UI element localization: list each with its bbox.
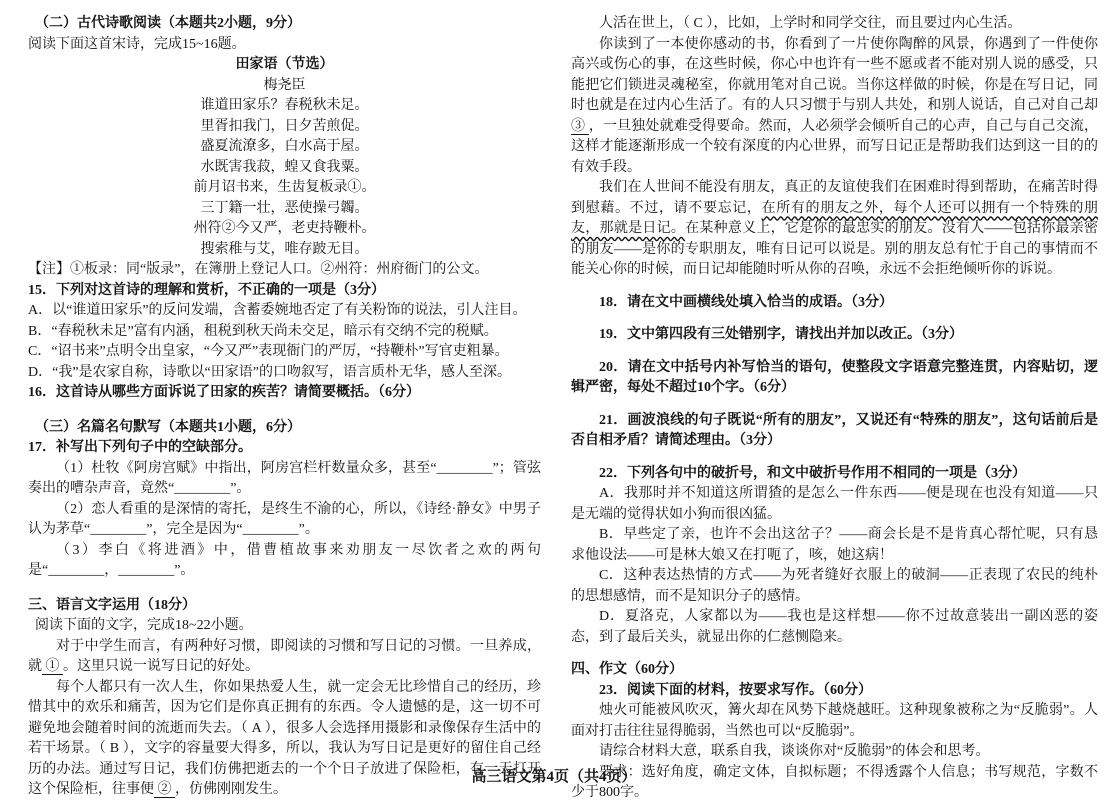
text-segment: 。这里只说一说写日记的好处。 xyxy=(63,659,259,674)
poem-note: 【注】①板录：同“版录”，在簿册上登记人口。②州符：州府衙门的公文。 xyxy=(28,262,489,277)
q15-option-c: C．“诏书来”点明令出皇家，“今又严”表现衙门的严厉，“持鞭朴”写官吏粗暴。 xyxy=(28,344,509,359)
q22-option-c: C．这种表达热情的方式——为死者缝好衣服上的破洞——正表现了农民的纯朴的思想感情，而不是知识分子的感情。 xyxy=(571,568,1098,604)
q15-option-a: A．以“谁道田家乐”的反问发端，含蓄委婉地否定了有关粉饰的说法，引人注目。 xyxy=(28,303,527,318)
inline-blank: ① xyxy=(42,659,63,674)
section-4-heading: 四、作文（60分） xyxy=(571,662,684,677)
poem-author: 梅尧臣 xyxy=(263,77,306,93)
text-segment: 每个人都只有一次人生，你如果热爱人生，就一定会无比珍惜自己的经历，珍惜其中的欢乐和痛苦，因为它们是你真正拥有的东西。令人遗憾的是，这一切不可避免地会随着时间的流逝而失去。（ A ），很多人会选择用摄影和录像保存生活中的若干场景。（ B ），文字的容量要大得多，所以，我认为写日记是更好的留住自己经历的办法。通过写日记，我们仿佛把逝去的一个个日子放进了保险柜，有一天打开这个保险柜，往事便 xyxy=(28,679,542,797)
inline-blank: ③ xyxy=(571,118,589,134)
text-segment: 对于中学生而言，有两种好习惯，即阅读的习惯和写日记的习惯。一旦养成，就 xyxy=(28,638,542,674)
q22-option-d: D．夏洛克，人家都以为——我也是这样想——你不过故意装出一副凶恶的姿态，到了最后关头，就显出你的仁慈恻隐来。 xyxy=(571,609,1098,645)
q19-stem: 19．文中第四段有三处错别字，请找出并加以改正。（3分） xyxy=(599,327,964,342)
q23-stem: 23．阅读下面的材料，按要求写作。（60分） xyxy=(599,682,873,698)
inline-blank: ② xyxy=(154,782,175,797)
poem-line: 搜索稚与艾，唯存跛无目。 xyxy=(200,241,369,257)
poem-line: 州符②今又严，老吏持鞭朴。 xyxy=(193,221,376,236)
passage-paragraph-4 xyxy=(571,35,1098,179)
left-column xyxy=(28,14,541,800)
right-column xyxy=(571,14,1098,800)
q20-stem: 20．请在文中括号内补写恰当的语句，使整段文字语意完整连贯，内容贴切，逻辑严密，每处不超过10个字。（6分） xyxy=(571,359,1098,395)
text-segment: 我们在人世间不能没有朋友，真正的友谊使我们在困难时得到帮助，在痛苦时得到慰藉。不过，请不要忘记， xyxy=(571,180,1098,216)
q18-stem: 18．请在文中画横线处填入恰当的成语。（3分） xyxy=(599,294,894,310)
q15-option-b: B．“春税秋未足”富有内涵，租税到秋天尚未交足，暗示有交纳不完的税赋。 xyxy=(28,323,498,339)
text-segment: 在某种意义上，它是你的最忠实的朋友。没有人——包括你最亲密的朋友——是你的专职朋友，唯有日记可以说是。别的朋友总有忙于自己的事情而不能关心你的时候，而日记却能随时听从你的召唤，永远不会拒绝倾听你的诉说。 xyxy=(571,221,1098,277)
poem-line: 里胥扣我门，日夕苦煎促。 xyxy=(200,118,369,134)
poem-line: 盛夏流潦多，白水高于屋。 xyxy=(200,139,369,154)
poem-line: 三丁籍一壮，恶使操弓韣。 xyxy=(200,200,369,216)
q22-option-b: B．早些定了亲，也许不会出这岔子？——商会长是不是肯真心帮忙呢，只有恳求他设法——可是林大娘又在打呃了，咳，她这病！ xyxy=(571,527,1098,563)
passage-paragraph-3: 人活在世上，（ C ），比如，上学时和同学交往，而且要过内心生活。 xyxy=(599,16,1022,31)
poem-line: 谁道田家乐？春税秋未足。 xyxy=(200,98,369,113)
section-2-intro: 阅读下面这首宋诗，完成15~16题。 xyxy=(28,36,246,52)
lang-intro: 阅读下面的文字，完成18~22小题。 xyxy=(35,618,253,633)
q23-requirements: 要求：选好角度，确定文体，自拟标题；不得透露个人信息；书写规范，字数不少于800字。 xyxy=(571,764,1098,800)
inline-blank: 在所有的朋友之外，每个人还可以拥有一个特殊的朋友，那就是日记。 xyxy=(571,200,1099,236)
passage-paragraph-5 xyxy=(571,178,1098,281)
text-segment: 你读到了一本使你感动的书，你看到了一片使你陶醉的风景，你遇到了一件使你高兴或伤心的事，在这些时候，你心中也许有一些不愿或者不能对别人说的感受，只能把它们锁进灵魂秘室，你就用笔对自己说。当你这样做的时候，你是在写日记，同时也就是在过内心生活了。有的人只习惯于与别人共处，和别人说话，自己对自己却 xyxy=(571,36,1098,113)
q23-task: 请综合材料大意，联系自我，谈谈你对“反脆弱”的体会和思考。 xyxy=(599,744,990,759)
poem-line: 水既害我菽，蝗又食我粟。 xyxy=(200,159,369,175)
passage-paragraph-1 xyxy=(28,637,541,678)
q17-item-1: （1）杜牧《阿房宫赋》中指出，阿房宫栏杆数量众多，甚至“________”；管弦奏出的嘈杂声音，竟然“________”。 xyxy=(28,460,542,496)
page-footer: 高三语文第4页（共4页） xyxy=(471,769,637,785)
q15-option-d: D．“我”是农家自称，诗歌以“田家语”的口吻叙写，语言质朴无华，感人至深。 xyxy=(28,364,511,380)
poem-title: 田家语（节选） xyxy=(235,57,334,72)
q17-stem: 17．补写出下列句子中的空缺部分。 xyxy=(28,440,252,455)
text-segment: ，仿佛刚刚发生。 xyxy=(175,782,287,797)
q16-stem: 16．这首诗从哪些方面诉说了田家的疾苦？请简要概括。（6分） xyxy=(28,385,420,400)
q21-stem: 21．画波浪线的句子既说“所有的朋友”，又说还有“特殊的朋友”，这句话前后是否自相矛盾？请简述理由。（3分） xyxy=(571,412,1098,448)
q17-item-3: （3）李白《将进酒》中，借曹植故事来劝朋友一尽饮者之欢的两句是“________，________”。 xyxy=(28,542,542,578)
q22-option-a: A．我那时并不知道这所谓猹的是怎么一件东西——便是现在也没有知道——只是无端的觉得状如小狗而很凶猛。 xyxy=(571,486,1098,522)
poem-line: 前月诏书来，生齿复板录①。 xyxy=(193,180,376,195)
q23-material: 烛火可能被风吹灭，篝火却在风势下越烧越旺。这种现象被称之为“反脆弱”。人面对打击往往显得脆弱，当然也可以“反脆弱”。 xyxy=(571,703,1098,739)
section-2-heading: （二）古代诗歌阅读（本题共2小题，9分） xyxy=(35,16,301,31)
text-segment: ，一旦独处就难受得要命。然而，人必须学会倾听自己的心声，自己与自己交流，这样才能逐渐形成一个较有深度的内心世界，而写日记正是帮助我们达到这一目的的有效手段。 xyxy=(571,118,1098,175)
q17-item-2: （2）恋人看重的是深情的寄托，是终生不渝的心，所以，《诗经·静女》中男子认为茅草“________”，完全是因为“________”。 xyxy=(28,501,542,537)
q15-stem: 15．下列对这首诗的理解和赏析，不正确的一项是（3分） xyxy=(28,282,385,298)
section-3-heading: （三）名篇名句默写（本题共1小题，6分） xyxy=(35,419,301,435)
section-lang-heading: 三、语言文字运用（18分） xyxy=(28,597,196,613)
q22-stem: 22．下列各句中的破折号，和文中破折号作用不相同的一项是（3分） xyxy=(599,465,1027,481)
